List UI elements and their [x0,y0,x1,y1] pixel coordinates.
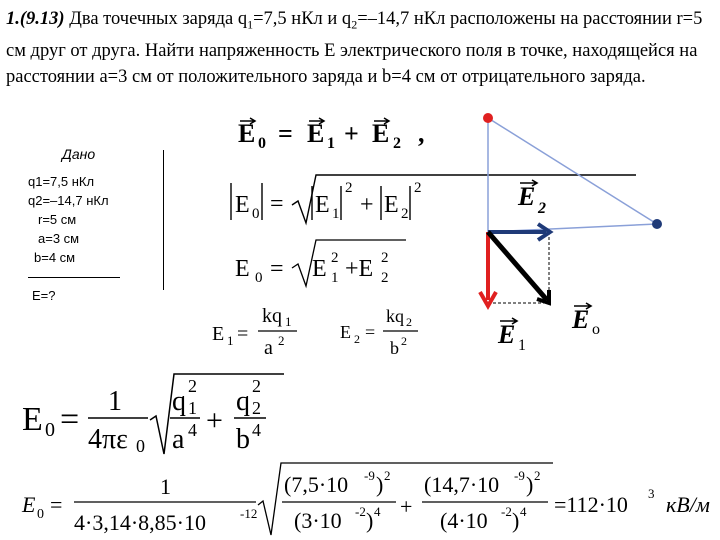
svg-text:2: 2 [252,398,261,418]
problem-sub-1: 1 [247,17,254,32]
numeric-b: (4·10 [440,508,488,533]
svg-text:kq: kq [386,306,404,326]
svg-text:2: 2 [188,376,197,396]
problem-text-2: =7,5 нКл и q [253,9,352,29]
svg-text:+E: +E [345,256,374,282]
svg-text:0: 0 [136,436,145,456]
svg-text:4πε: 4πε [88,424,128,455]
svg-text:1: 1 [285,314,292,329]
svg-text:b: b [236,424,250,455]
svg-text:4: 4 [520,504,527,519]
e1-arrow [480,232,496,306]
svg-text:4: 4 [374,504,381,519]
numeric-coef-den: 4·3,14·8,85·10 [74,510,206,535]
svg-text:0: 0 [37,507,44,522]
svg-text:1: 1 [332,206,340,222]
svg-text:-9: -9 [514,468,525,483]
problem-text-3: =–14,7 нКл расположены на расстоянии r=5 см друг от друга. Найти напряженность E электрического поля в точке, находящейся на расстоянии a=3 см от положительного заряда и b=4 см от отрицательного заряда. [6,9,703,87]
svg-text:): ) [376,472,384,497]
label-e0: E [572,305,590,334]
given-line-r: r=5 см [38,212,77,227]
svg-text:-2: -2 [355,504,366,519]
svg-text:0: 0 [45,419,55,441]
svg-text:+: + [206,404,223,437]
svg-text:,: , [418,119,425,148]
given-line-q1: q1=7,5 нКл [28,174,95,189]
problem-number: 1.(9.13) [6,9,65,29]
svg-text:a: a [172,424,185,455]
numeric-q2: (14,7·10 [424,472,500,497]
svg-text:E: E [307,119,325,148]
svg-text:1: 1 [327,135,335,152]
svg-text:=: = [237,323,249,345]
svg-text:1: 1 [227,333,234,348]
svg-text:=: = [278,119,293,148]
svg-text:0: 0 [255,270,263,286]
svg-text:0: 0 [258,135,266,152]
svg-text:E: E [315,192,330,218]
svg-text:2: 2 [401,334,407,348]
svg-text:2: 2 [414,180,422,196]
svg-text:q: q [172,386,186,417]
svg-text:2: 2 [381,250,389,266]
svg-text:=: = [270,191,284,217]
e0-arrow [488,232,549,303]
svg-text:4: 4 [252,420,261,440]
given-line-b: b=4 см [34,250,76,265]
svg-text:o: o [592,321,600,338]
scalar-formula [235,240,406,286]
svg-text:b: b [390,338,399,358]
svg-text:E: E [235,256,250,282]
svg-text:4: 4 [188,420,197,440]
svg-text:2: 2 [345,180,353,196]
combined-formula [22,374,284,456]
given-line-q2: q2=–14,7 нКл [28,193,109,208]
given-title: Дано [62,146,96,162]
positive-charge [483,113,493,123]
svg-text:0: 0 [252,206,260,222]
svg-text:2: 2 [538,200,546,217]
svg-text:E: E [340,322,351,342]
svg-text:+: + [360,192,374,218]
svg-text:2: 2 [384,468,391,483]
svg-text:E: E [22,401,43,438]
numeric-result-exp: 3 [648,486,655,501]
label-e2: E [518,182,536,211]
vector-diagram [480,113,662,354]
given-line-a: a=3 см [38,231,80,246]
svg-text:=: = [270,256,284,282]
svg-text:2: 2 [381,270,389,286]
svg-text:1: 1 [331,270,339,286]
svg-text:E: E [312,256,327,282]
svg-text:q: q [236,386,250,417]
svg-text:+: + [344,119,359,148]
problem-text-1: Два точечных заряда q [69,9,248,29]
svg-text:1: 1 [160,474,171,499]
modulus-formula [231,175,636,223]
given-find: E=? [32,288,56,303]
svg-text:): ) [512,508,520,533]
problem-sub-2: 2 [351,17,358,32]
svg-text:1: 1 [518,337,526,354]
label-e1: E [498,320,516,349]
svg-text:-9: -9 [364,468,375,483]
numeric-a: (3·10 [294,508,342,533]
svg-text:1: 1 [108,386,122,417]
svg-text:2: 2 [331,250,339,266]
svg-text:E: E [212,323,225,345]
svg-text:): ) [366,508,374,533]
numeric-result-unit: кВ/м [666,492,710,517]
svg-text:+: + [400,494,413,519]
svg-text:-2: -2 [501,504,512,519]
e2-arrow [488,224,550,240]
svg-text:=: = [50,492,63,517]
svg-text:2: 2 [406,315,412,329]
svg-text:a: a [264,337,273,359]
svg-text:E: E [235,192,250,218]
e2-formula [340,306,418,358]
negative-charge [652,219,662,229]
svg-text:kq: kq [262,305,282,327]
svg-text:E: E [372,119,390,148]
numeric-formula [21,463,710,535]
numeric-coef-exp: -12 [240,506,258,521]
svg-text:2: 2 [278,333,285,348]
svg-text:2: 2 [252,376,261,396]
svg-text:2: 2 [534,468,541,483]
numeric-q1: (7,5·10 [284,472,349,497]
svg-text:2: 2 [401,206,409,222]
svg-text:2: 2 [393,135,401,152]
e1-formula [212,305,297,359]
svg-text:): ) [526,472,534,497]
svg-text:1: 1 [188,398,197,418]
svg-text:E: E [22,492,36,517]
svg-text:2: 2 [354,332,360,346]
svg-text:E: E [384,192,399,218]
svg-text:E: E [238,119,256,148]
numeric-result: =112·10 [554,492,628,517]
svg-text:=: = [365,322,376,342]
svg-text:=: = [60,401,80,438]
vector-sum-formula [238,118,425,152]
